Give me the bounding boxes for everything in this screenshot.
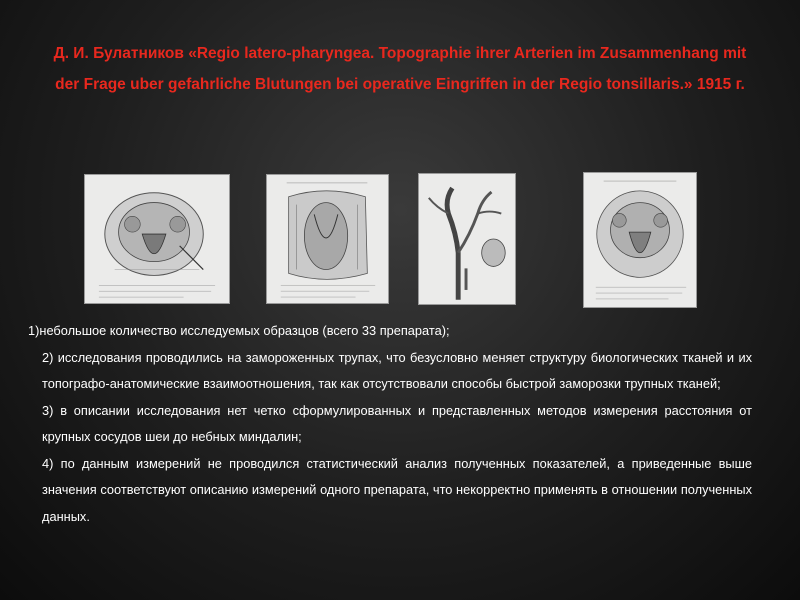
text-block [28, 318, 752, 530]
list-item-2: 2) исследования проводились на замороженных трупах, что безусловно меняет структуру биологических тканей и их топографо-анатомические взаимоотношения, так как отсутствовали способы быстрой заморозки трупных тканей; [42, 349, 752, 391]
list-item-4: 4) по данным измерений не проводился статистический анализ полученных показателей, а приведенные выше значения соответствуют описанию измерений одного препарата, что некорректно применять в отношении полученных данных. [42, 455, 752, 524]
list-item-1: 1)небольшое количество исследуемых образцов (всего 33 препарата); [28, 323, 450, 338]
figure-pharynx-section [266, 174, 389, 304]
figure-head-section-2 [583, 172, 697, 308]
figure-arteries-diagram [418, 173, 516, 305]
list-item-3: 3) в описании исследования нет четко сформулированных и представленных методов измерения расстояния от крупных сосудов шеи до небных миндалин; [42, 402, 752, 444]
figure-head-section-1 [84, 174, 230, 304]
slide-title: Д. И. Булатников «Regio latero-pharyngea. Topographie ihrer Arterien im Zusammenhang mit der Frage uber gefahrliche Blutungen bei operative Eingriffen in der Regio tonsillaris.» 1915 г. [53, 45, 747, 93]
